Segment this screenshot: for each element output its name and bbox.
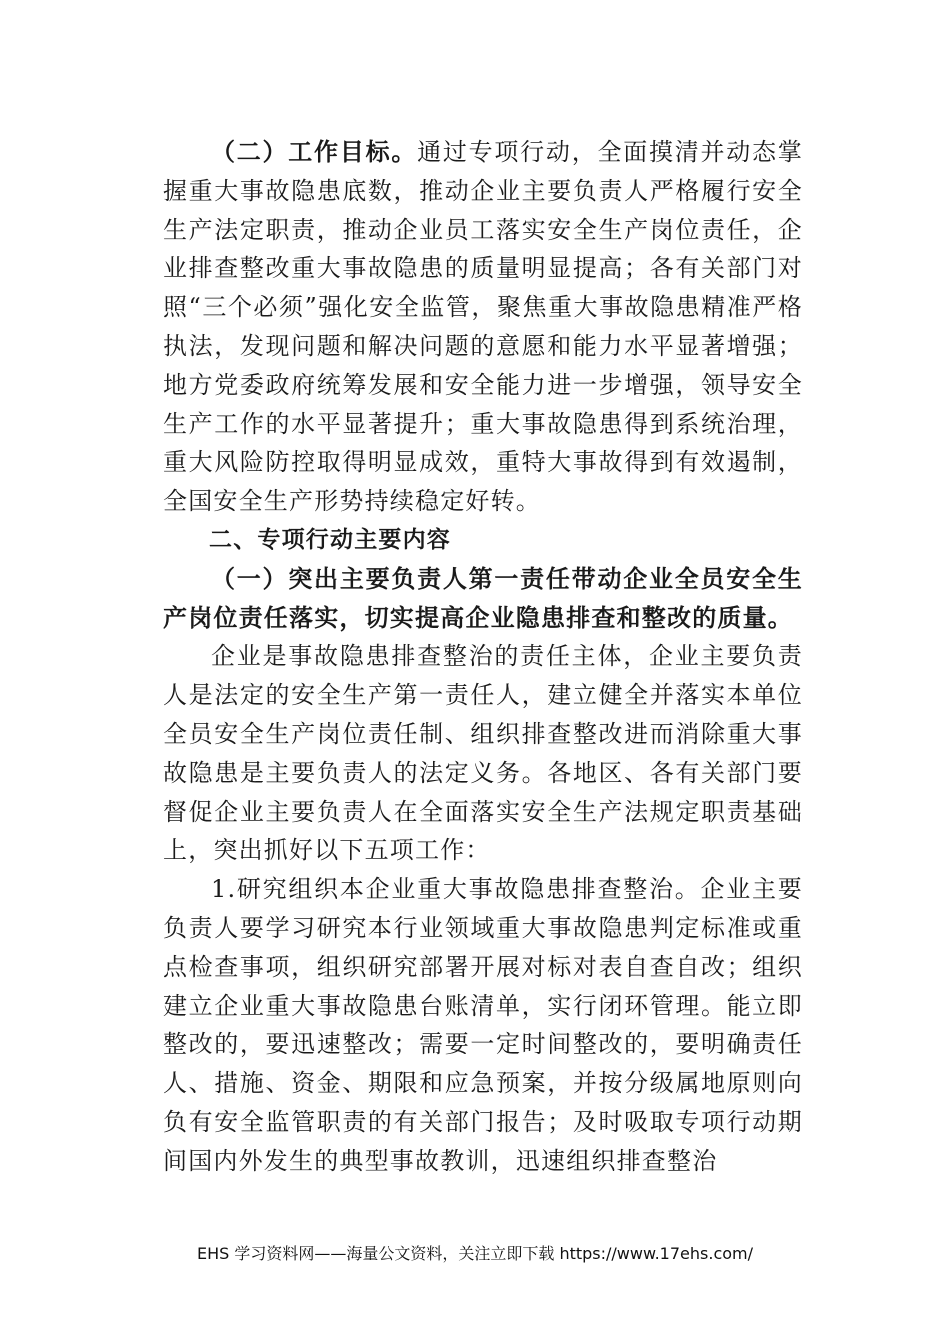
- paragraph-lead: （二）工作目标。: [211, 137, 418, 166]
- document-body: [163, 133, 803, 1181]
- body-paragraph: 企业是事故隐患排查整治的责任主体，企业主要负责人是法定的安全生产第一责任人，建立健全并落实本单位全员安全生产岗位责任制、组织排查整改进而消除重大事故隐患是主要负责人的法定义务。各地区、各有关部门要督促企业主要负责人在全面落实安全生产法规定职责基础上，突出抓好以下五项工作：: [163, 642, 803, 865]
- paragraph-work-goal: [163, 133, 803, 521]
- footer-watermark: EHS 学习资料网——海量公文资料，关注立即下载 https://www.17ehs.com/: [196, 1244, 754, 1263]
- list-item-paragraph: 1.研究组织本企业重大事故隐患排查整治。企业主要负责人要学习研究本行业领域重大事故隐患判定标准或重点检查事项，组织研究部署开展对标对表自查自改；组织建立企业重大事故隐患台账清单，实行闭环管理。能立即整改的，要迅速整改；需要一定时间整改的，要明确责任人、措施、资金、期限和应急预案，并按分级属地原则向负有安全监管职责的有关部门报告；及时吸取专项行动期间国内外发生的典型事故教训，迅速组织排查整治: [163, 875, 803, 1175]
- subsection-heading: （一）突出主要负责人第一责任带动企业全员安全生产岗位责任落实，切实提高企业隐患排查和整改的质量。: [163, 563, 803, 632]
- section-heading: 二、专项行动主要内容: [209, 526, 451, 553]
- paragraph-text: 通过专项行动，全面摸清并动态掌握重大事故隐患底数，推动企业主要负责人严格履行安全生产法定职责，推动企业员工落实安全生产岗位责任，企业排查整改重大事故隐患的质量明显提高；各有关部门对照“三个必须”强化安全监管，聚焦重大事故隐患精准严格执法，发现问题和解决问题的意愿和能力水平显著增强；地方党委政府统筹发展和安全能力进一步增强，领导安全生产工作的水平显著提升；重大事故隐患得到系统治理，重大风险防控取得明显成效，重特大事故得到有效遏制，全国安全生产形势持续稳定好转。: [163, 138, 803, 516]
